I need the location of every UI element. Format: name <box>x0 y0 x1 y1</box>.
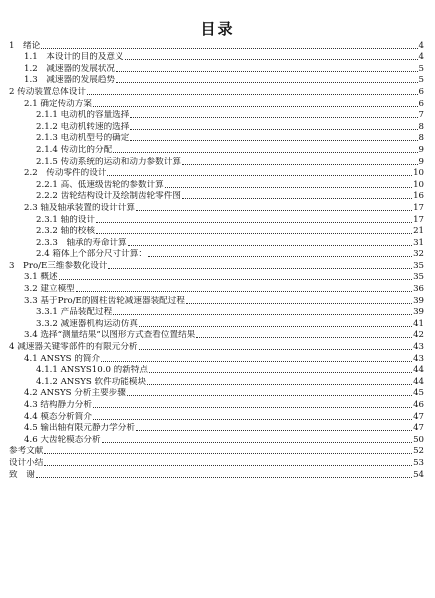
toc-entry[interactable] <box>0 388 435 400</box>
toc-entry[interactable] <box>0 353 435 365</box>
toc-entry[interactable] <box>0 307 435 319</box>
toc-entry-page-number: 10 <box>413 179 424 190</box>
toc-entry-label: 2.1.1 电动机的容量选择 <box>36 110 130 121</box>
toc-entry-page-number: 9 <box>418 144 424 155</box>
toc-entry-label: 1.1 本设计的目的及意义 <box>24 52 124 63</box>
dot-leader <box>136 210 412 211</box>
toc-entry[interactable] <box>0 376 435 388</box>
toc-entry[interactable] <box>0 214 435 226</box>
dot-leader <box>136 430 412 431</box>
dot-leader <box>44 465 412 466</box>
toc-entry-label: 4.4 模态分析简介 <box>24 411 92 422</box>
toc-entry[interactable] <box>0 330 435 342</box>
dot-leader <box>96 233 412 234</box>
toc-entry-page-number: 6 <box>418 86 424 97</box>
toc-entry-label: 2.3.3 轴承的寿命计算 <box>36 237 127 248</box>
toc-entry[interactable] <box>0 423 435 435</box>
toc-entry-label: 4.2 ANSYS 分析主要步骤 <box>24 388 126 399</box>
toc-entry[interactable] <box>0 411 435 423</box>
toc-entry-page-number: 17 <box>413 214 424 225</box>
toc-entry[interactable] <box>0 40 435 52</box>
toc-entry-page-number: 7 <box>418 110 424 121</box>
toc-title: 目录 <box>200 20 235 38</box>
toc-entry[interactable] <box>0 341 435 353</box>
toc-entry-label: 3 Pro/E三维参数化设计 <box>9 260 108 271</box>
toc-entry-page-number: 44 <box>413 365 424 376</box>
toc-entry[interactable] <box>0 86 435 98</box>
toc-entry-page-number: 47 <box>413 423 424 434</box>
toc-entry-page-number: 39 <box>413 307 424 318</box>
toc-entry-page-number: 31 <box>413 237 424 248</box>
toc-entry[interactable] <box>0 260 435 272</box>
dot-leader <box>130 117 417 118</box>
toc-entry-page-number: 4 <box>418 52 424 63</box>
toc-entry-page-number: 39 <box>413 295 424 306</box>
dot-leader <box>107 175 412 176</box>
toc-entry-page-number: 47 <box>413 411 424 422</box>
toc-entry-page-number: 35 <box>413 272 424 283</box>
toc-entry[interactable] <box>0 318 435 330</box>
toc-entry-label: 1.2 减速器的发展状况 <box>24 63 116 74</box>
table-of-contents <box>0 40 435 481</box>
toc-entry-page-number: 9 <box>418 156 424 167</box>
toc-entry-label: 2.2 传动零件的设计 <box>24 168 107 179</box>
dot-leader <box>139 349 413 350</box>
toc-entry-label: 2.1.4 传动比的分配 <box>36 144 113 155</box>
toc-entry[interactable] <box>0 110 435 122</box>
dot-leader <box>108 268 412 269</box>
toc-entry-label: 2.3.1 轴的设计 <box>36 214 95 225</box>
dot-leader <box>101 361 412 362</box>
dot-leader <box>149 372 412 373</box>
dot-leader <box>59 279 412 280</box>
dot-leader <box>130 129 417 130</box>
dot-leader <box>182 164 418 165</box>
toc-entry[interactable] <box>0 434 435 446</box>
dot-leader <box>93 407 412 408</box>
toc-entry[interactable] <box>0 272 435 284</box>
toc-entry[interactable] <box>0 75 435 87</box>
toc-entry-label: 2.3 轴及轴承装置的设计计算 <box>24 202 135 213</box>
toc-entry[interactable] <box>0 179 435 191</box>
toc-entry[interactable] <box>0 133 435 145</box>
dot-leader <box>113 314 412 315</box>
dot-leader <box>44 453 412 454</box>
toc-entry[interactable] <box>0 63 435 75</box>
toc-entry-page-number: 36 <box>413 284 424 295</box>
toc-entry-page-number: 4 <box>418 40 424 51</box>
toc-entry-page-number: 44 <box>413 376 424 387</box>
dot-leader <box>93 106 418 107</box>
toc-entry[interactable] <box>0 144 435 156</box>
dot-leader <box>139 326 412 327</box>
toc-entry[interactable] <box>0 446 435 458</box>
toc-entry[interactable] <box>0 121 435 133</box>
dot-leader <box>125 59 418 60</box>
toc-entry-label: 4.3 结构静力分析 <box>24 400 92 410</box>
toc-entry[interactable] <box>0 295 435 307</box>
toc-entry-label: 4.5 输出轴有限元静力学分析 <box>24 423 135 434</box>
dot-leader <box>41 48 417 49</box>
toc-entry-label: 2.4 箱体上个部分尺寸计算： <box>36 249 147 260</box>
toc-entry-label: 1 绪论 <box>9 40 41 51</box>
toc-entry-label: 致 谢 <box>9 469 35 480</box>
toc-entry-page-number: 54 <box>413 469 424 480</box>
toc-entry-label: 设计小结 <box>9 457 44 468</box>
dot-leader <box>87 94 418 95</box>
toc-entry-page-number: 17 <box>413 202 424 213</box>
toc-entry[interactable] <box>0 365 435 377</box>
toc-entry-page-number: 10 <box>413 168 424 179</box>
dot-leader <box>102 442 413 443</box>
toc-entry-page-number: 50 <box>413 434 424 445</box>
toc-entry[interactable] <box>0 168 435 180</box>
dot-leader <box>196 337 412 338</box>
toc-entry[interactable] <box>0 249 435 261</box>
dot-leader <box>96 222 412 223</box>
toc-entry-label: 2.1 确定传动方案 <box>24 98 92 109</box>
toc-entry-label: 4.1.2 ANSYS 软件功能模块 <box>36 376 147 387</box>
toc-entry[interactable] <box>0 98 435 110</box>
dot-leader <box>182 198 412 199</box>
toc-entry-page-number: 32 <box>413 249 424 260</box>
toc-entry-label: 参考文献 <box>9 446 44 457</box>
toc-entry-page-number: 41 <box>413 318 424 329</box>
toc-entry[interactable] <box>0 237 435 249</box>
dot-leader <box>130 140 417 141</box>
toc-entry-page-number: 53 <box>413 457 424 468</box>
toc-entry-label: 3.1 概述 <box>24 272 58 283</box>
dot-leader <box>116 71 418 72</box>
toc-entry-label: 3.2 建立模型 <box>24 284 75 295</box>
toc-entry[interactable] <box>0 191 435 203</box>
toc-entry-label: 2.2.2 齿轮结构设计及绘制齿轮零件图 <box>36 191 181 202</box>
dot-leader <box>113 152 417 153</box>
toc-entry-label: 3.4 选择“测量结果”以图形方式查看位置结果 <box>24 330 196 341</box>
dot-leader <box>186 303 412 304</box>
toc-entry[interactable] <box>0 399 435 411</box>
toc-entry-label: 2.1.3 电动机型号的确定 <box>36 133 130 144</box>
toc-entry-label: 4.1.1 ANSYS10.0 的新特点 <box>36 365 149 376</box>
dot-leader <box>165 187 412 188</box>
dot-leader <box>148 256 412 257</box>
toc-entry-page-number: 8 <box>418 133 424 144</box>
toc-entry[interactable] <box>0 156 435 168</box>
toc-entry-label: 2.1.5 传动系统的运动和动力参数计算 <box>36 156 181 167</box>
toc-entry[interactable] <box>0 52 435 64</box>
toc-entry-label: 4.1 ANSYS 的简介 <box>24 353 101 364</box>
toc-entry[interactable] <box>0 202 435 214</box>
dot-leader <box>36 477 412 478</box>
toc-entry[interactable] <box>0 283 435 295</box>
toc-entry-label: 2.2.1 高、低速级齿轮的参数计算 <box>36 179 164 190</box>
dot-leader <box>128 245 412 246</box>
dot-leader <box>116 82 418 83</box>
toc-entry-page-number: 16 <box>413 191 424 202</box>
toc-entry[interactable] <box>0 226 435 238</box>
dot-leader <box>147 384 412 385</box>
toc-entry-label: 2.1.2 电动机转速的选择 <box>36 121 130 132</box>
dot-leader <box>127 395 412 396</box>
toc-entry-page-number: 42 <box>413 330 424 341</box>
toc-entry-page-number: 52 <box>413 446 424 457</box>
toc-entry[interactable] <box>0 457 435 469</box>
toc-entry-label: 2.3.2 轴的校核 <box>36 226 95 237</box>
toc-entry-page-number: 43 <box>413 342 424 353</box>
toc-entry-page-number: 5 <box>418 75 424 86</box>
toc-entry-label: 3.3 基于Pro/E的圆柱齿轮减速器装配过程 <box>24 295 185 306</box>
toc-entry-label: 3.3.1 产品装配过程 <box>36 307 113 318</box>
toc-entry-label: 3.3.2 减速器机构运动仿真 <box>36 318 138 329</box>
toc-entry-page-number: 6 <box>418 98 424 109</box>
dot-leader <box>93 419 412 420</box>
dot-leader <box>76 291 412 292</box>
toc-entry-page-number: 46 <box>413 400 424 410</box>
toc-entry-label: 4.6 大齿轮模态分析 <box>24 434 101 445</box>
toc-entry-label: 2 传动装置总体设计 <box>9 86 86 97</box>
toc-entry-page-number: 5 <box>418 63 424 74</box>
toc-entry-label: 4 减速器关键零部件的有限元分析 <box>9 342 138 353</box>
toc-entry-page-number: 21 <box>413 226 424 237</box>
toc-entry-label: 1.3 减速器的发展趋势 <box>24 75 116 86</box>
toc-entry-page-number: 45 <box>413 388 424 399</box>
toc-entry[interactable] <box>0 469 435 481</box>
toc-entry-page-number: 43 <box>413 353 424 364</box>
toc-entry-page-number: 35 <box>413 260 424 271</box>
toc-entry-page-number: 8 <box>418 121 424 132</box>
